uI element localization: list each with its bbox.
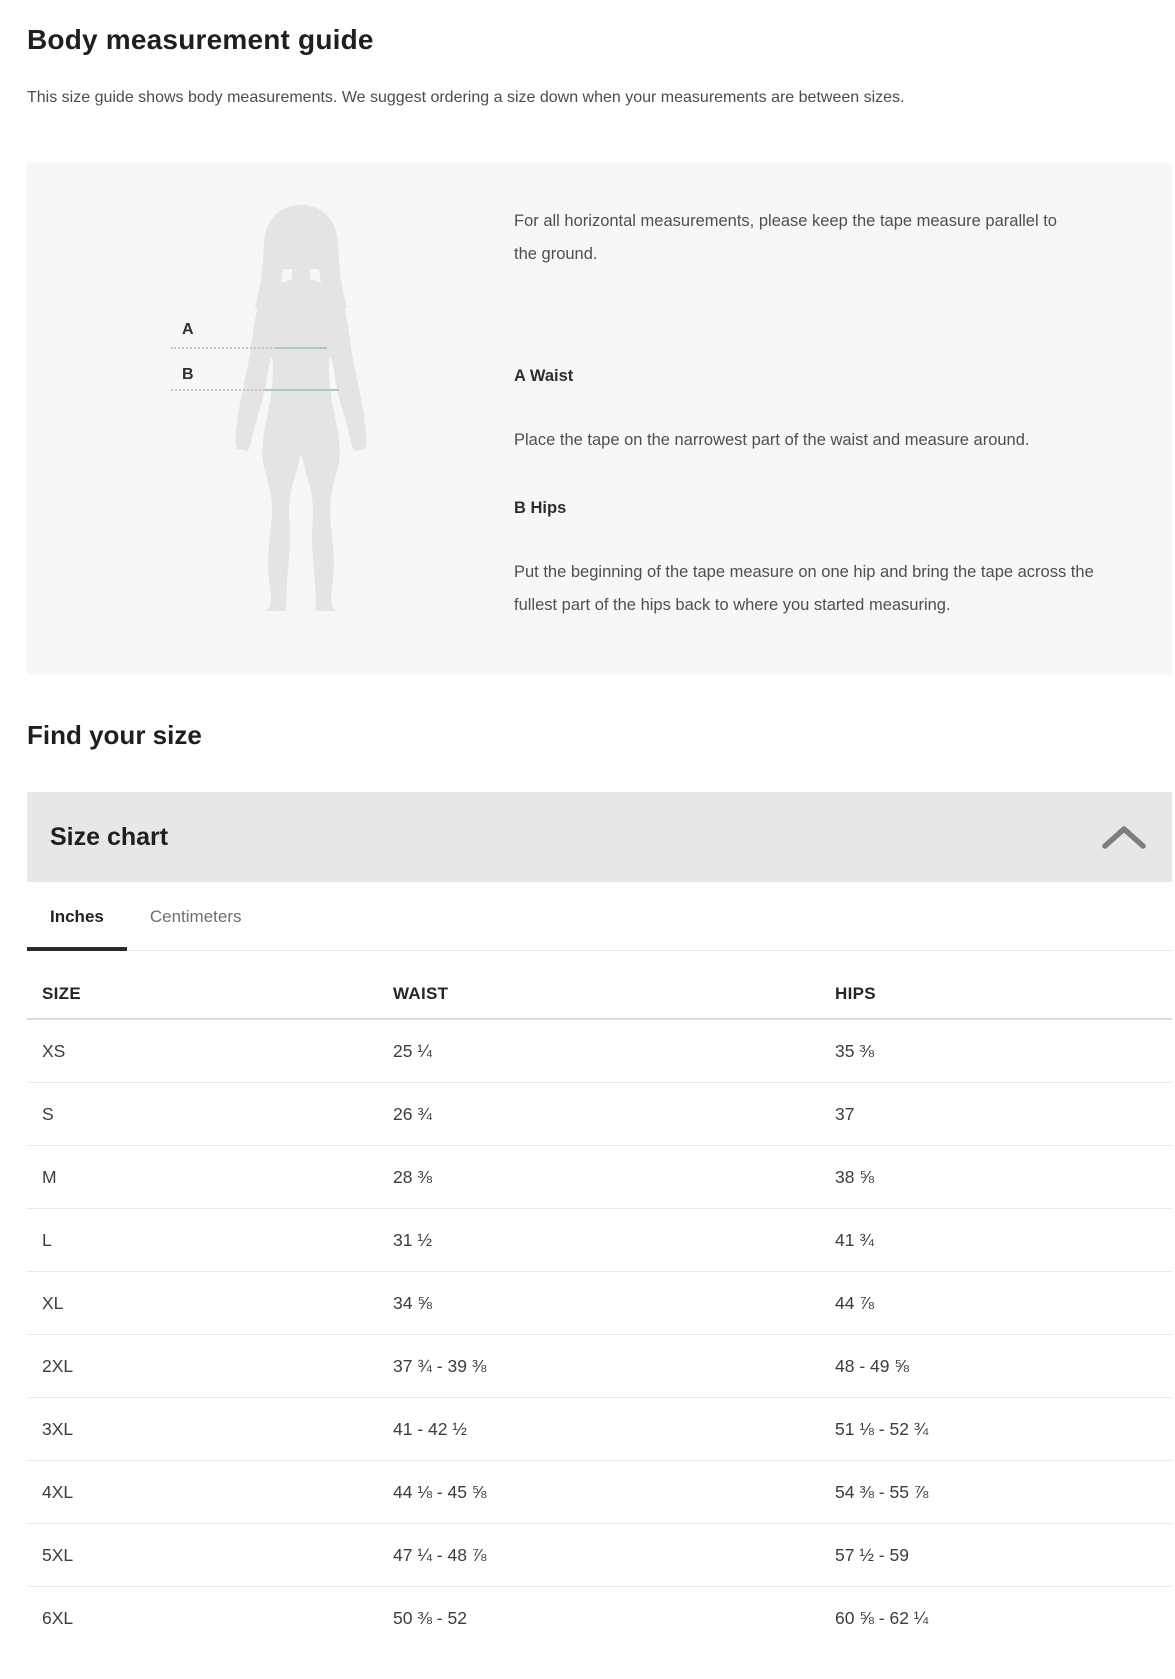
waist-marker-a-label: A: [182, 321, 194, 338]
size-cell: XL: [42, 1292, 64, 1313]
measurement-guide-panel: [27, 163, 1172, 674]
hips-cell: 37: [835, 1103, 855, 1124]
table-row: [27, 1461, 1172, 1524]
tab-centimeters[interactable]: Centimeters: [127, 882, 265, 951]
size-cell: 5XL: [42, 1544, 74, 1565]
tape-measure-note: For all horizontal measurements, please keep the tape measure parallel to the ground.: [514, 212, 1057, 263]
size-cell: 3XL: [42, 1418, 74, 1439]
female-body-silhouette-icon: [201, 203, 401, 613]
hips-cell: 57 ½ - 59: [835, 1544, 909, 1565]
hips-cell: 60 ⅝ - 62 ¼: [835, 1608, 929, 1628]
find-your-size-title: Find your size: [27, 720, 202, 750]
hips-cell: 54 ⅜ - 55 ⅞: [835, 1481, 929, 1502]
table-row: [27, 1524, 1172, 1587]
waist-cell: 31 ½: [393, 1229, 432, 1250]
table-row: [27, 1020, 1172, 1083]
hips-marker-b-label: B: [182, 366, 194, 383]
size-cell: M: [42, 1166, 57, 1187]
size-chart-title: Size chart: [50, 822, 169, 851]
size-cell: XS: [42, 1040, 66, 1061]
hips-section-title: B Hips: [514, 499, 567, 517]
intro-text: This size guide shows body measurements. We suggest ordering a size down when your measurements are between sizes.: [27, 89, 905, 106]
table-row: [27, 1209, 1172, 1272]
table-row: [27, 1083, 1172, 1146]
waist-cell: 41 - 42 ½: [393, 1418, 467, 1439]
hips-cell: 51 ⅛ - 52 ¾: [835, 1418, 929, 1439]
hips-measure-line: [265, 389, 339, 391]
waist-section-title: A Waist: [514, 367, 574, 385]
figure-illustration: [27, 163, 514, 674]
waist-measure-line: [276, 347, 327, 349]
unit-tabs: [27, 882, 1172, 951]
size-guide-page: [0, 22, 1175, 1650]
table-row: [27, 1587, 1172, 1650]
hips-section-text: Put the beginning of the tape measure on one hip and bring the tape across the fullest part of the hips back to where you started measuring.: [514, 563, 1094, 614]
waist-cell: 28 ⅜: [393, 1166, 432, 1187]
waist-cell: 37 ¾ - 39 ⅜: [393, 1355, 487, 1376]
guide-instructions: [514, 163, 1172, 674]
table-row: [27, 1398, 1172, 1461]
hips-pointer-dotted-line: [171, 389, 265, 391]
page-title: Body measurement guide: [27, 24, 374, 55]
waist-cell: 34 ⅝: [393, 1292, 432, 1313]
table-header-row: [27, 951, 1172, 1020]
waist-cell: 26 ¾: [393, 1103, 432, 1124]
size-cell: 6XL: [42, 1608, 74, 1628]
size-cell: 4XL: [42, 1481, 74, 1502]
size-cell: L: [42, 1229, 52, 1250]
waist-cell: 47 ¼ - 48 ⅞: [393, 1544, 487, 1565]
waist-cell: 25 ¼: [393, 1040, 432, 1061]
tab-inches[interactable]: Inches: [27, 882, 127, 951]
size-chart-table: [27, 951, 1172, 1650]
waist-section-text: Place the tape on the narrowest part of the waist and measure around.: [514, 431, 1030, 449]
size-cell: S: [42, 1103, 54, 1124]
size-cell: 2XL: [42, 1355, 74, 1376]
column-header-waist: WAIST: [393, 984, 449, 1003]
chevron-up-icon: [1102, 824, 1146, 850]
hips-cell: 48 - 49 ⅝: [835, 1355, 909, 1376]
table-row: [27, 1146, 1172, 1209]
hips-cell: 41 ¾: [835, 1229, 874, 1250]
hips-cell: 44 ⅞: [835, 1292, 874, 1313]
waist-cell: 50 ⅜ - 52: [393, 1608, 467, 1628]
size-chart-accordion-header[interactable]: [27, 792, 1172, 882]
waist-cell: 44 ⅛ - 45 ⅝: [393, 1481, 487, 1502]
table-row: [27, 1272, 1172, 1335]
hips-cell: 38 ⅝: [835, 1166, 874, 1187]
waist-pointer-dotted-line: [171, 347, 276, 349]
size-table-body: [27, 1020, 1172, 1650]
table-row: [27, 1335, 1172, 1398]
collapse-section-button[interactable]: [1098, 820, 1150, 854]
column-header-size: SIZE: [42, 984, 81, 1003]
column-header-hips: HIPS: [835, 984, 876, 1003]
hips-cell: 35 ⅜: [835, 1040, 874, 1061]
